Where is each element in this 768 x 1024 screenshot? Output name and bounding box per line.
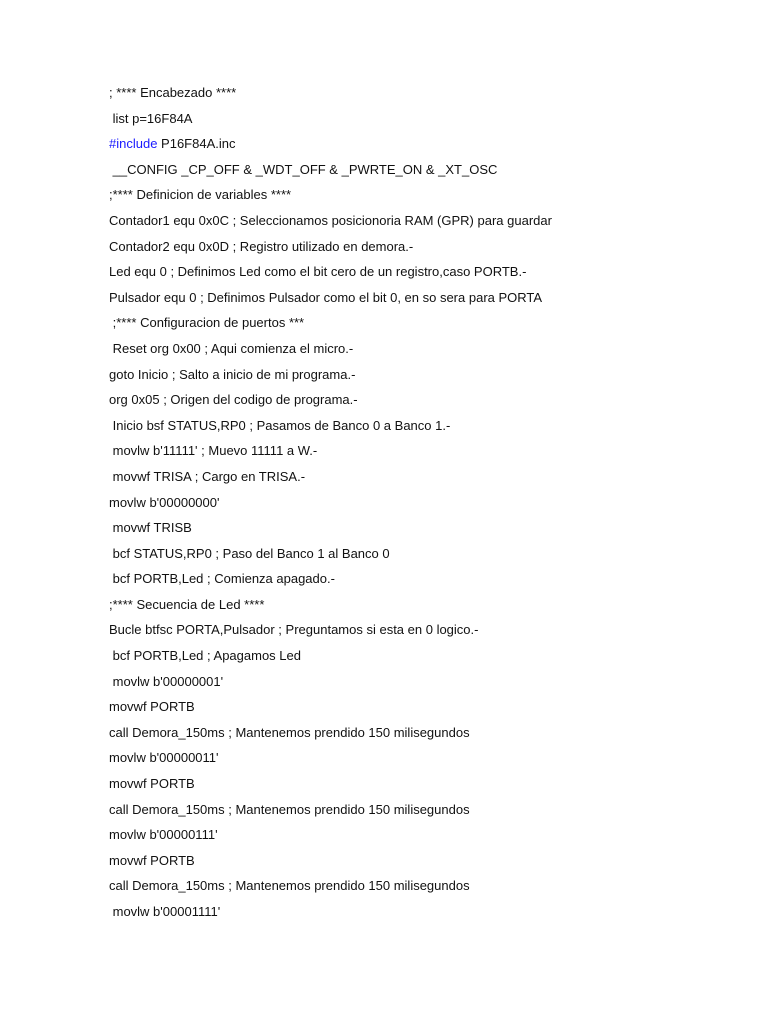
code-line: movwf PORTB	[109, 776, 195, 792]
code-line: movwf TRISB	[109, 520, 192, 536]
assembly-code-listing	[109, 84, 552, 929]
code-line: movlw b'00000111'	[109, 827, 218, 843]
include-file: P16F84A.inc	[157, 136, 236, 152]
code-line: Inicio bsf STATUS,RP0 ; Pasamos de Banco 0 a Banco 1.-	[109, 417, 451, 433]
include-line	[109, 135, 552, 161]
code-line: call Demora_150ms ; Mantenemos prendido 150 milisegundos	[109, 724, 470, 740]
code-line: ;**** Secuencia de Led ****	[109, 596, 265, 612]
code-line: movlw b'00001111'	[109, 904, 221, 919]
code-line: movlw b'00000011'	[109, 750, 219, 766]
code-line: ; **** Encabezado ****	[109, 85, 237, 100]
code-line: Bucle btfsc PORTA,Pulsador ; Preguntamos si esta en 0 logico.-	[109, 622, 479, 638]
code-line: movwf PORTB	[109, 852, 195, 868]
code-line: goto Inicio ; Salto a inicio de mi programa.-	[109, 366, 356, 382]
code-line: Led equ 0 ; Definimos Led como el bit cero de un registro,caso PORTB.-	[109, 264, 527, 280]
code-line: call Demora_150ms ; Mantenemos prendido 150 milisegundos	[109, 801, 470, 817]
code-line: movwf TRISA ; Cargo en TRISA.-	[109, 468, 306, 484]
code-line: ;**** Configuracion de puertos ***	[109, 315, 305, 331]
code-line: call Demora_150ms ; Mantenemos prendido 150 milisegundos	[109, 878, 470, 894]
code-line: movlw b'00000001'	[109, 673, 224, 689]
code-line: ;**** Definicion de variables ****	[109, 187, 292, 203]
code-line: bcf PORTB,Led ; Apagamos Led	[109, 648, 301, 664]
code-line: bcf STATUS,RP0 ; Paso del Banco 1 al Banco 0	[109, 545, 390, 561]
code-line: list p=16F84A	[109, 110, 193, 126]
code-line: org 0x05 ; Origen del codigo de programa.-	[109, 392, 358, 408]
code-line: Pulsador equ 0 ; Definimos Pulsador como el bit 0, en so sera para PORTA	[109, 289, 543, 305]
code-line: Reset org 0x00 ; Aqui comienza el micro.-	[109, 340, 354, 356]
code-line: Contador1 equ 0x0C ; Seleccionamos posicionoria RAM (GPR) para guardar	[109, 212, 552, 228]
code-line: movlw b'11111' ; Muevo 11111 a W.-	[109, 443, 318, 459]
code-line: __CONFIG _CP_OFF & _WDT_OFF & _PWRTE_ON & _XT_OSC	[109, 161, 498, 177]
code-line: bcf PORTB,Led ; Comienza apagado.-	[109, 571, 335, 587]
code-line: Contador2 equ 0x0D ; Registro utilizado en demora.-	[109, 238, 414, 254]
include-directive: #include	[109, 136, 158, 152]
code-line: movlw b'00000000'	[109, 494, 220, 510]
code-line: movwf PORTB	[109, 699, 195, 715]
